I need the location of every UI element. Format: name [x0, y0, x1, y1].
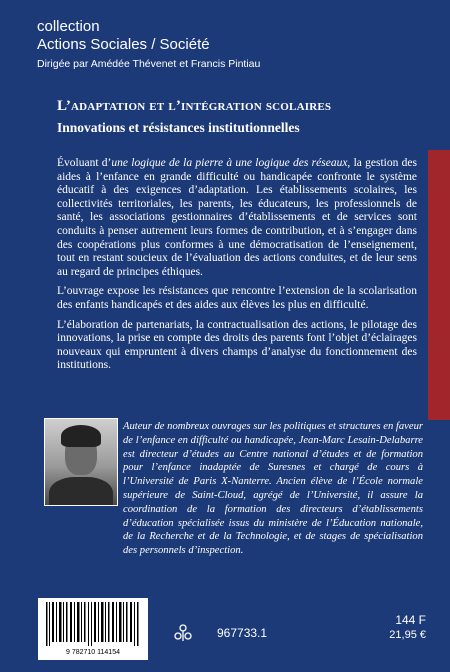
barcode: [38, 598, 148, 660]
price-franc: 144 F: [395, 613, 426, 627]
portrait-hair: [61, 425, 101, 447]
blurb: [57, 157, 417, 379]
author-bio: Auteur de nombreux ouvrages sur les politiques et structures en faveur de l’enfance en difficulté ou handicapée, Jean-Marc Lesain-Delabarre est directeur d’études au Centre national d’études et de formation pour l’enfance inadaptée de Suresnes et chargé de cours à l’Université de Paris X-Nanterre. Ancien élève de l’École normale supérieure de Saint-Cloud, agrégé de l’Université, il assure la coordination de la formation des directeurs d’établissements d’éducation spécialisée issus du ministère de l’Éducation nationale, de la Recherche et de la Technologie, et de stages de spécialisation des personnels d’inspection.: [123, 421, 423, 557]
blurb-p1-prefix: Évoluant d’: [57, 157, 112, 169]
title-block: [57, 97, 427, 137]
barcode-bars: [44, 602, 142, 646]
price-euro: 21,95 €: [389, 629, 426, 641]
series-header: [37, 18, 397, 71]
book-title: L’adaptation et l’intégration scolaires: [57, 98, 332, 114]
price-block: [389, 612, 426, 642]
reference-number: 967733.1: [217, 626, 268, 640]
blurb-paragraph-3: L’élaboration de partenariats, la contractualisation des actions, le pilotage des innovations, la prise en compte des droits des parents font l’objet d’éclairages nouveaux qui empruntent à divers champs d’analyse du fonctionnement des institutions.: [57, 318, 417, 372]
series-label: collection: [37, 18, 100, 35]
blurb-paragraph-1: [57, 157, 417, 279]
red-accent-band: [428, 150, 450, 420]
blurb-paragraph-2: L’ouvrage expose les résistances que rencontre l’extension de la scolarisation des enfants handicapés et des aides aux élèves les plus en difficulté.: [57, 285, 417, 311]
portrait-shoulders: [49, 477, 113, 506]
author-portrait: [44, 418, 118, 506]
book-subtitle: Innovations et résistances institutionnelles: [57, 120, 300, 135]
blurb-p1-rest: , la gestion des aides à l’enfance en grande difficulté ou handicapée confronte le système éducatif à des exigences d’adaptation. Les établissements scolaires, les collectivités territoriales, les parents, les éducateurs, les professionnels de santé, les associations gestionnaires d’établissements et de services sont conduits à penser autrement leurs formes de contribution, et à s’engager dans des coopérations plus conformes à une démocratisation de l’enseignement, tout en restant soucieux de l’évaluation des actions conduites, et de leur sens au regard de principes éthiques.: [57, 157, 417, 278]
publisher-logo-icon: [173, 623, 193, 643]
series-name: Actions Sociales / Société: [37, 36, 210, 53]
barcode-number: 9 782710 114154: [66, 649, 120, 656]
series-directors: Dirigée par Amédée Thévenet et Francis Pintiau: [37, 58, 261, 70]
blurb-p1-emphasis: une logique de la pierre à une logique des réseaux: [111, 157, 348, 169]
